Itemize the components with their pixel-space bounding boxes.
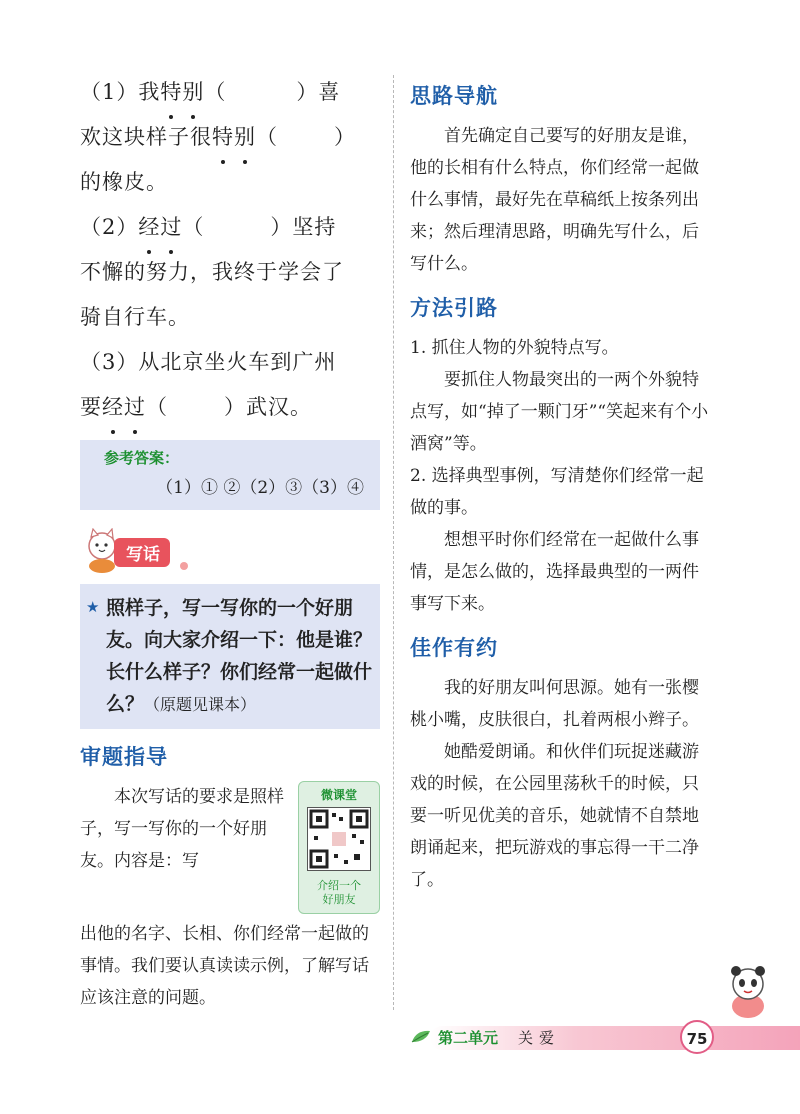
sample-paragraph-1: 我的好朋友叫何思源。她有一张樱桃小嘴，皮肤很白，扎着两根小辫子。	[410, 678, 699, 730]
bracket-close: ）	[334, 125, 356, 149]
leaf-icon	[410, 1028, 432, 1046]
qr-caption-2: 好朋友	[322, 893, 356, 906]
left-column	[80, 70, 380, 1014]
emphasis-char: 经	[138, 205, 160, 250]
method-point-2: 2. 选择典型事例，写清楚你们经常一起做的事。	[410, 466, 704, 518]
star-icon: ★	[86, 598, 100, 616]
bracket-open: （	[256, 125, 278, 149]
qr-code-icon[interactable]	[307, 807, 371, 871]
item1-line3: 的橡皮。	[80, 170, 168, 194]
footer-unit: 第二单元	[438, 1029, 499, 1047]
item3-pre: 要	[80, 395, 102, 419]
task-box	[80, 584, 380, 729]
page-number: 75	[680, 1020, 714, 1054]
method-heading: 方法引路	[410, 296, 498, 320]
thinking-heading: 思路导航	[410, 84, 498, 108]
bracket-close: ）喜	[296, 80, 341, 104]
answer-title: 参考答案：	[104, 449, 180, 467]
qr-caption-1: 介绍一个	[317, 879, 361, 892]
guide-heading: 审题指导	[80, 745, 168, 769]
guide-paragraph-2: 出他的名字、长相、你们经常一起做的事情。我们要认真读读示例，了解写话应该注意的问题。	[80, 924, 369, 1008]
item2-line2: 不懈的努力，我终于学会了	[80, 260, 344, 284]
decor-dot	[180, 562, 188, 570]
bracket-close: ）坚持	[270, 215, 337, 239]
page-footer	[410, 1022, 800, 1054]
footer-topic: 关爱	[518, 1029, 561, 1047]
panda-mascot-icon	[720, 960, 776, 1020]
emphasis-char: 别	[234, 115, 256, 160]
right-column	[410, 70, 710, 896]
emphasis-char: 经	[102, 385, 124, 430]
exercise-item-2	[80, 205, 380, 340]
method-paragraph-2: 想想平时你们经常在一起做什么事情，是怎么做的，选择最典型的一两件事写下来。	[410, 530, 699, 614]
qr-title: 微课堂	[320, 788, 357, 802]
sample-paragraph-2: 她酷爱朗诵。和伙伴们玩捉迷藏游戏的时候，在公园里荡秋千的时候，只要一听见优美的音乐，她就情不自禁地朗诵起来，把玩游戏的事忘得一干二净了。	[410, 742, 699, 890]
method-paragraph-1: 要抓住人物最突出的一两个外貌特点写，如“掉了一颗门牙”“笑起来有个小酒窝”等。	[410, 370, 709, 454]
method-point-1: 1. 抓住人物的外貌特点写。	[410, 338, 619, 358]
emphasis-char: 过	[160, 205, 182, 250]
emphasis-char: 别	[182, 70, 204, 115]
sample-heading: 佳作有约	[410, 636, 498, 660]
task-text: 照样子，写一写你的一个好朋友。向大家介绍一下：他是谁？长什么样子？你们经常一起做什么？	[106, 597, 373, 715]
thinking-paragraph: 首先确定自己要写的好朋友是谁，他的长相有什么特点，你们经常一起做什么事情，最好先在草稿纸上按条列出来；然后理清思路，明确先写什么，后写什么。	[410, 126, 699, 274]
column-divider	[393, 75, 394, 1010]
exercise-item-3	[80, 340, 380, 430]
item3-line1: （3）从北京坐火车到广州	[80, 350, 337, 374]
item2-text: （2）	[80, 215, 139, 239]
bracket-close: ）武汉。	[224, 395, 312, 419]
item2-line3: 骑自行车。	[80, 305, 190, 329]
emphasis-char: 过	[124, 385, 146, 430]
emphasis-char: 特	[212, 115, 234, 160]
exercise-item-1	[80, 70, 380, 205]
guide-paragraph-1: 本次写话的要求是照样子，写一写你的一个好朋友。内容是：写	[80, 787, 284, 871]
qr-card[interactable]	[298, 781, 380, 914]
bracket-open: （	[182, 215, 205, 239]
item1-line2: 欢这块样子很	[80, 125, 212, 149]
task-note: （原题见课本）	[144, 695, 257, 714]
answer-box	[80, 440, 380, 510]
guide-section	[80, 781, 380, 1014]
section-title: 写话	[114, 538, 170, 567]
bracket-open: （	[204, 80, 227, 104]
answer-text: （1）① ②（2）③（3）④	[156, 478, 364, 498]
emphasis-char: 特	[160, 70, 182, 115]
item1-text: （1）我	[80, 80, 161, 104]
section-badge	[80, 528, 380, 576]
bracket-open: （	[146, 395, 168, 419]
